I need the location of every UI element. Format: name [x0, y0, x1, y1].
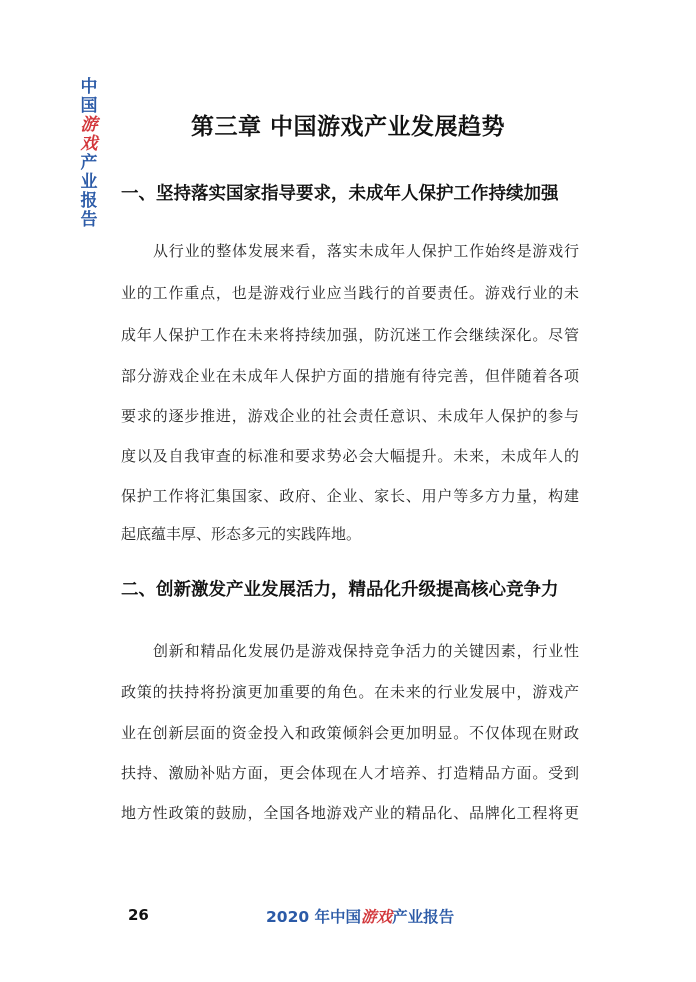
chapter-title: 第三章 中国游戏产业发展趋势	[190, 114, 505, 140]
side-char: 戏	[80, 134, 98, 154]
paragraph-line: 起底蕴丰厚、形态多元的实践阵地。	[121, 525, 362, 543]
footer-title-prefix: 2020 年中国	[266, 908, 362, 926]
paragraph-line: 要求的逐步推进，游戏企业的社会责任意识、未成年人保护的参与	[121, 407, 579, 425]
paragraph-line: 地方性政策的鼓励，全国各地游戏产业的精品化、品牌化工程将更	[121, 804, 579, 822]
side-report-mark	[78, 78, 100, 230]
side-char: 告	[80, 210, 98, 230]
section-heading: 二、创新激发产业发展活力，精品化升级提高核心竞争力	[121, 580, 559, 600]
paragraph-line: 成年人保护工作在未来将持续加强，防沉迷工作会继续深化。尽管	[121, 326, 579, 344]
section-heading: 一、坚持落实国家指导要求，未成年人保护工作持续加强	[121, 184, 559, 204]
paragraph-line: 保护工作将汇集国家、政府、企业、家长、用户等多方力量，构建	[121, 487, 579, 505]
paragraph-line: 业的工作重点，也是游戏行业应当践行的首要责任。游戏行业的未	[121, 284, 579, 302]
paragraph-line: 业在创新层面的资金投入和政策倾斜会更加明显。不仅体现在财政	[121, 724, 579, 742]
paragraph-line: 部分游戏企业在未成年人保护方面的措施有待完善，但伴随着各项	[121, 367, 579, 385]
paragraph-line: 政策的扶持将扮演更加重要的角色。在未来的行业发展中，游戏产	[121, 683, 579, 701]
paragraph-line: 度以及自我审查的标准和要求势必会大幅提升。未来，未成年人的	[121, 447, 579, 465]
side-char: 报	[80, 191, 98, 211]
footer-title-highlight: 游戏	[361, 908, 393, 926]
side-char: 国	[80, 96, 98, 116]
side-char: 产	[80, 153, 98, 173]
page-number: 26	[128, 906, 149, 924]
paragraph-line: 创新和精品化发展仍是游戏保持竞争活力的关键因素，行业性	[153, 642, 579, 660]
side-char: 业	[80, 172, 98, 192]
side-char: 游	[80, 115, 98, 135]
paragraph-line: 从行业的整体发展来看，落实未成年人保护工作始终是游戏行	[153, 242, 579, 260]
paragraph-line: 扶持、激励补贴方面，更会体现在人才培养、打造精品方面。受到	[121, 764, 579, 782]
side-char: 中	[80, 77, 98, 97]
footer-title-suffix: 产业报告	[392, 908, 455, 926]
footer-report-title	[266, 905, 454, 927]
